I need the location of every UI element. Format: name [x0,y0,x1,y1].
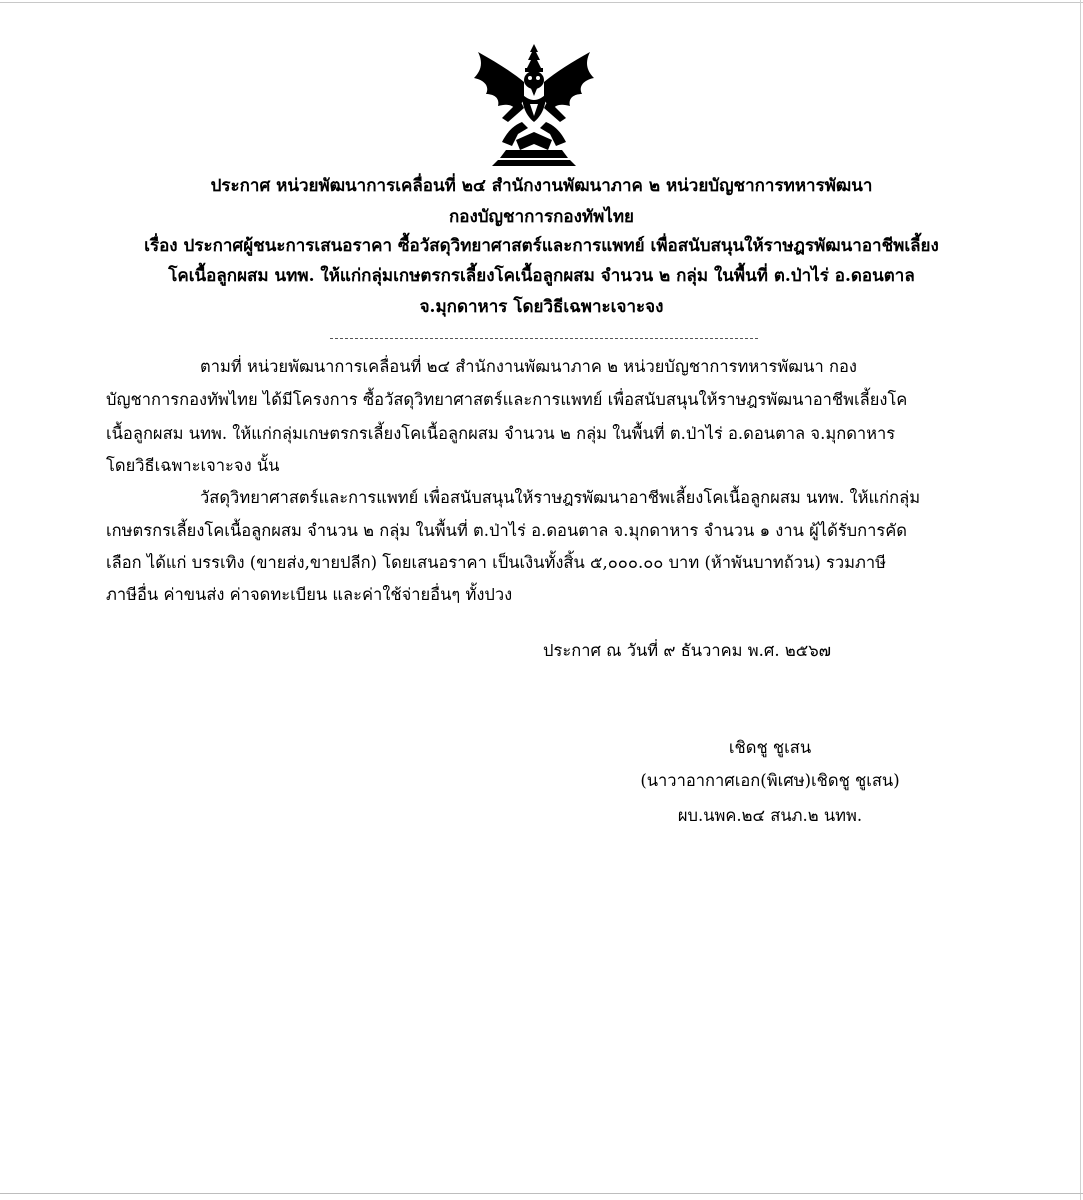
separator-rule [330,338,758,339]
scan-edge-bottom [0,1193,1083,1194]
paragraph2-line-2: เกษตรกรเลี้ยงโคเนื้อลูกผสม จำนวน ๒ กลุ่ม ในพื้นที่ ต.ป่าไร่ อ.ดอนตาล จ.มุกดาหาร จำนวน ๑ งาน ผู้ได้รับการคัด [106,521,908,540]
signature-name: เชิดชู ชูเสน [728,738,812,757]
scan-edge-top [0,2,1083,3]
paragraph1-line-4: โดยวิธีเฉพาะเจาะจง นั้น [106,456,280,475]
paragraph2-line-1: วัสดุวิทยาศาสตร์และการแพทย์ เพื่อสนับสนุนให้ราษฎรพัฒนาอาชีพเลี้ยงโคเนื้อลูกผสม นทพ. ให้แก่กลุ่ม [200,488,921,507]
signature-position: ผบ.นพค.๒๔ สนภ.๒ นทพ. [677,806,863,825]
date-line: ประกาศ ณ วันที่ ๙ ธันวาคม พ.ศ. ๒๕๖๗ [543,641,832,660]
paragraph1-line-2: บัญชาการกองทัพไทย ได้มีโครงการ ซื้อวัสดุวิทยาศาสตร์และการแพทย์ เพื่อสนับสนุนให้ราษฎรพัฒนาอาชีพเลี้ยงโค [106,390,908,409]
heading-line-2: กองบัญชาการกองทัพไทย [448,207,635,227]
heading-line-1: ประกาศ หน่วยพัฒนาการเคลื่อนที่ ๒๔ สำนักงานพัฒนาภาค ๒ หน่วยบัญชาการทหารพัฒนา [210,176,873,196]
heading-line-5: จ.มุกดาหาร โดยวิธีเฉพาะเจาะจง [419,297,664,317]
paragraph2-line-4: ภาษีอื่น ค่าขนส่ง ค่าจดทะเบียน และค่าใช้จ่ายอื่นๆ ทั้งปวง [106,585,513,604]
heading-line-4: โคเนื้อลูกผสม นทพ. ให้แก่กลุ่มเกษตรกรเลี้ยงโคเนื้อลูกผสม จำนวน ๒ กลุ่ม ในพื้นที่ ต.ป่าไร่ อ.ดอนตาล [168,266,915,286]
paragraph1-line-1: ตามที่ หน่วยพัฒนาการเคลื่อนที่ ๒๔ สำนักงานพัฒนาภาค ๒ หน่วยบัญชาการทหารพัฒนา กอง [200,357,857,376]
scan-edge-right [1080,0,1081,1200]
paragraph1-line-3: เนื้อลูกผสม นทพ. ให้แก่กลุ่มเกษตรกรเลี้ยงโคเนื้อลูกผสม จำนวน ๒ กลุ่ม ในพื้นที่ ต.ป่าไร่ อ.ดอนตาล จ.มุกดาหาร [106,424,896,443]
garuda-emblem-icon [472,42,596,168]
paragraph2-line-3: เลือก ได้แก่ บรรเทิง (ขายส่ง,ขายปลีก) โดยเสนอราคา เป็นเงินทั้งสิ้น ๕,๐๐๐.๐๐ บาท (ห้าพันบาทถ้วน) รวมภาษี [106,553,887,572]
heading-subject-line: เรื่อง ประกาศผู้ชนะการเสนอราคา ซื้อวัสดุวิทยาศาสตร์และการแพทย์ เพื่อสนับสนุนให้ราษฎรพัฒนาอาชีพเลี้ยง [144,236,939,256]
signature-full-name: (นาวาอากาศเอก(พิเศษ)เชิดชู ชูเสน) [640,771,900,790]
